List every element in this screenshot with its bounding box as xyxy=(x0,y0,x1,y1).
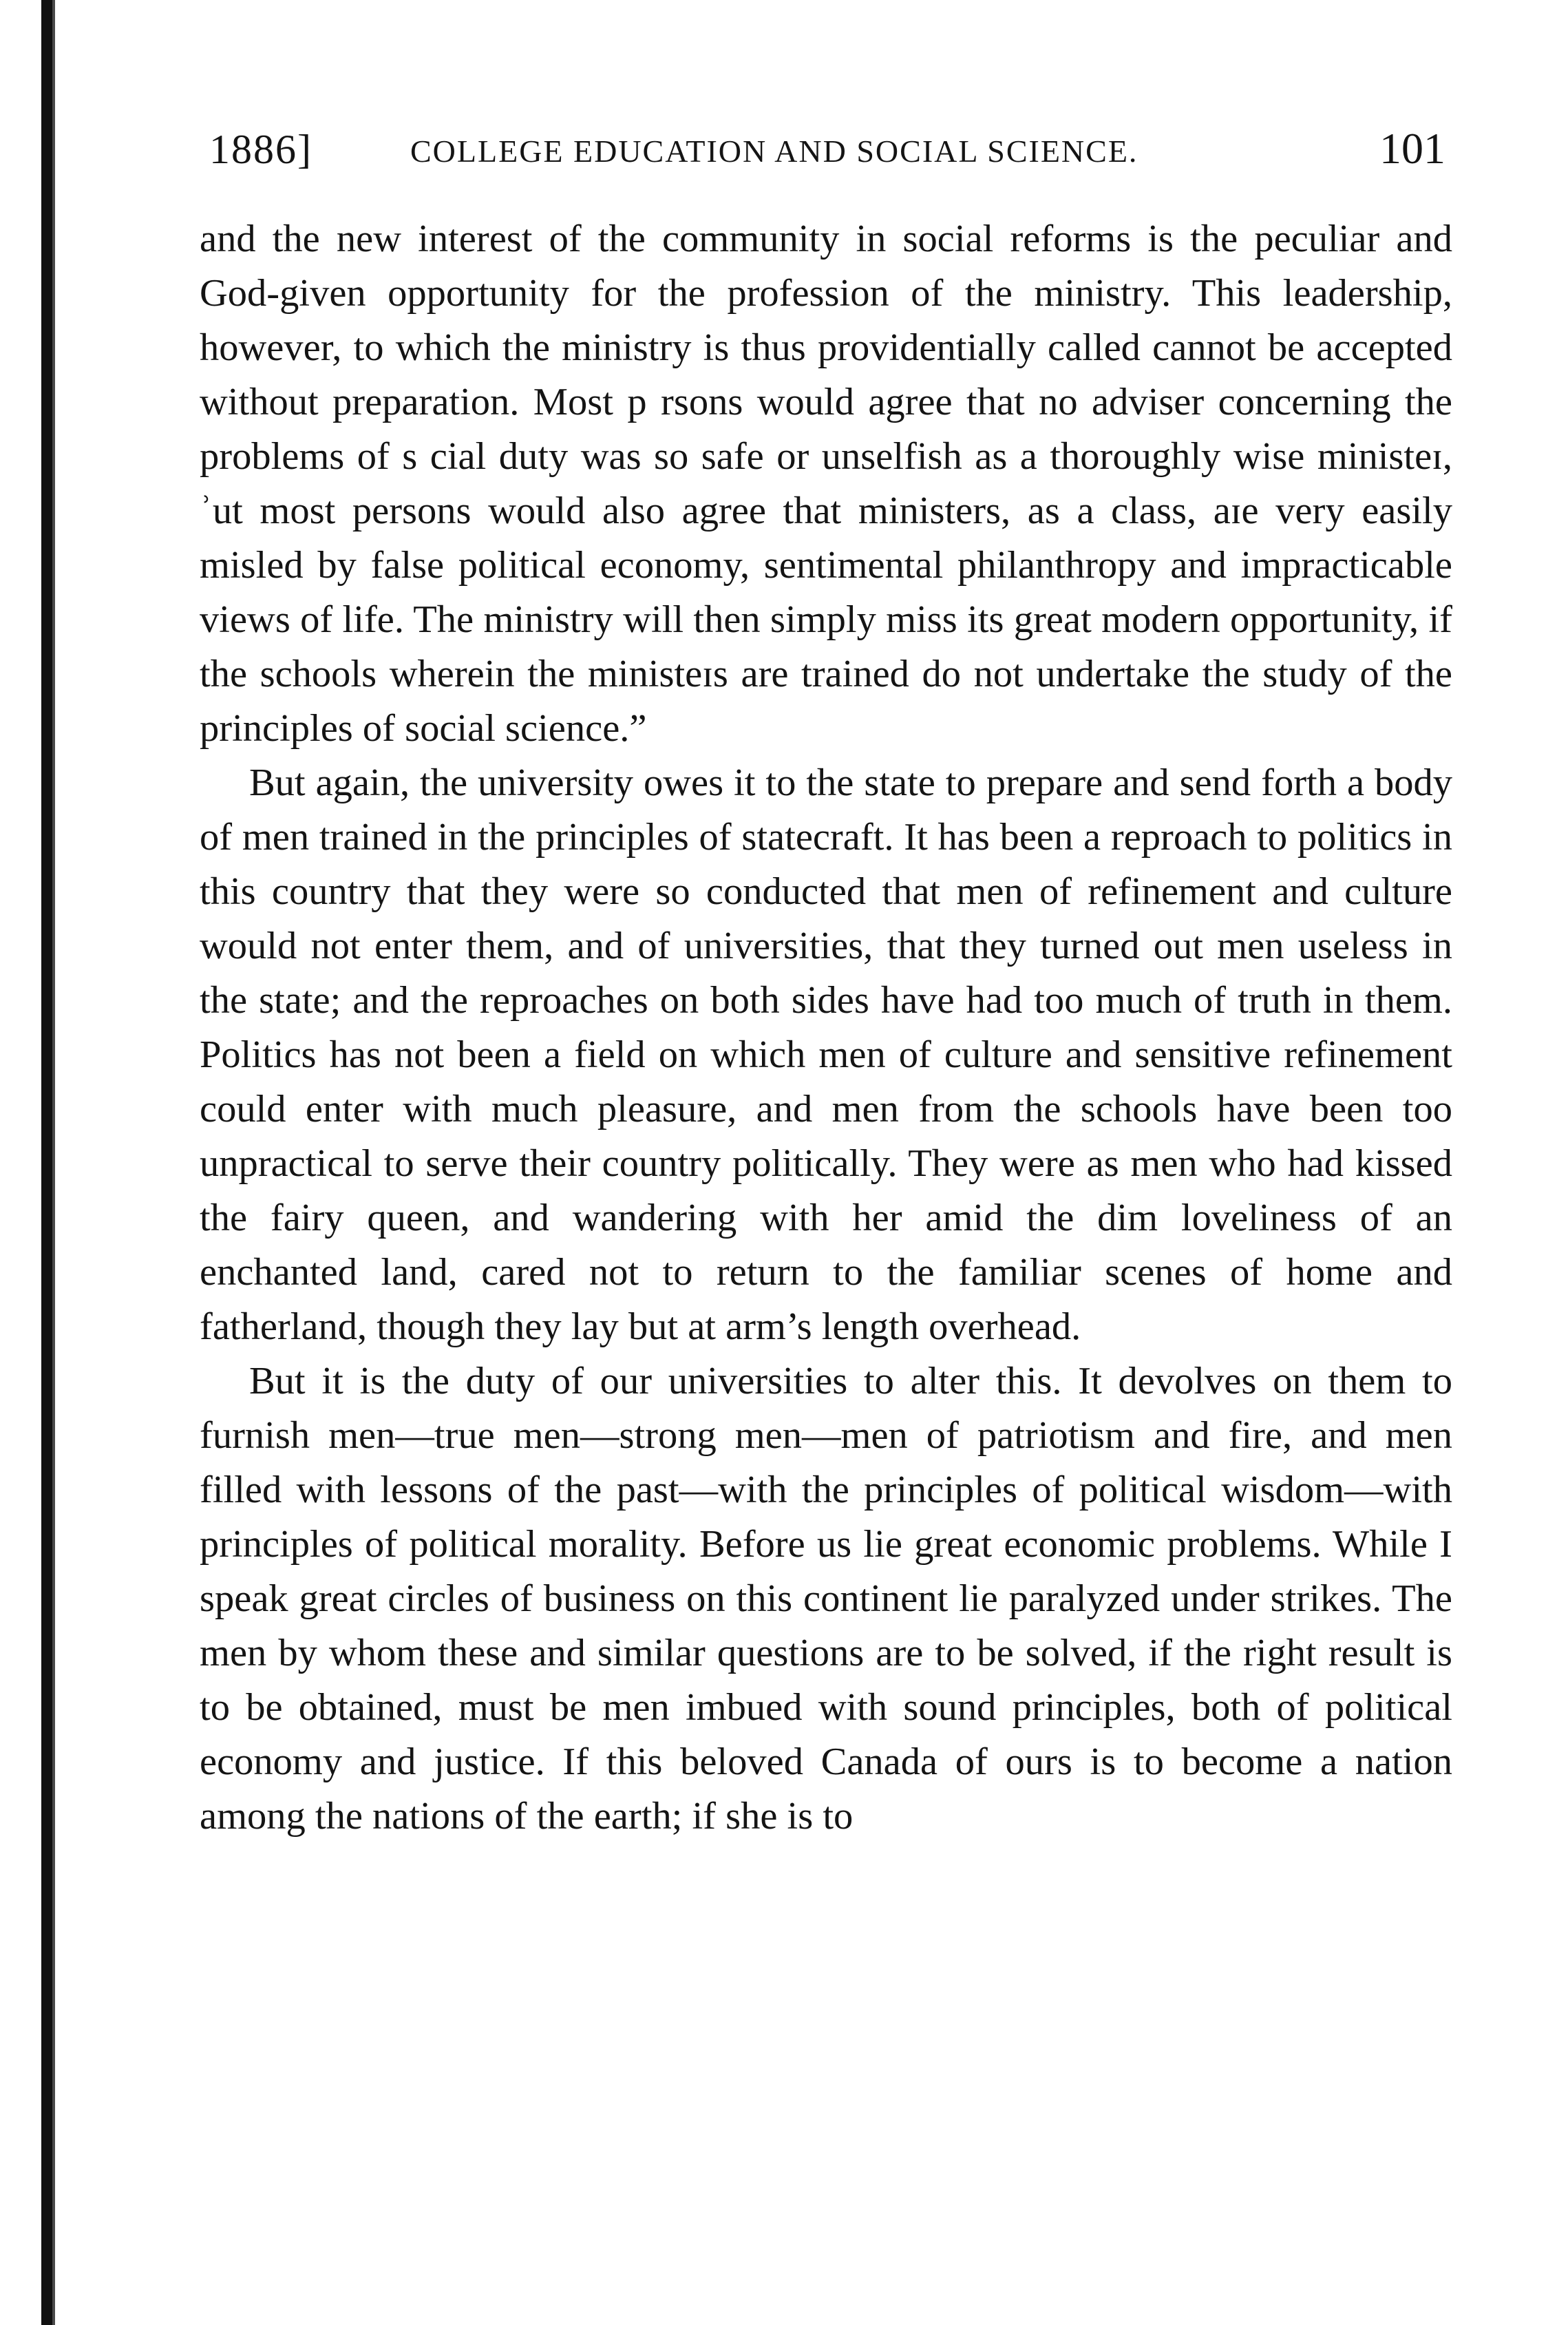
paragraph: But it is the duty of our universities to alter this. It devolves on them to furnish men—true men—strong men—men of patriotism and fire, and men filled with lessons of the past—with the principles of political wisdom—with principles of political morality. Before us lie great economic problems. While I speak great circles of business on this continent lie paralyzed under strikes. The men by whom these and similar questions are to be solved, if the right result is to be obtained, must be men imbued with sound principles, both of political economy and justice. If this beloved Canada of ours is to become a nation among the nations of the earth; if she is to xyxy=(200,1360,1452,1838)
page-binding-shadow xyxy=(52,0,55,2325)
page-body xyxy=(200,212,1452,1844)
header-year: 1886] xyxy=(209,127,312,172)
running-header xyxy=(200,120,1445,196)
paragraph: But again, the university owes it to the state to prepare and send forth a body of men trained in the principles of statecraft. It has been a reproach to politics in this country that they were so conducted that men of refinement and culture would not enter them, and of universities, that they turned out men useless in the state; and the reproaches on both sides have had too much of truth in them. Politics has not been a field on which men of culture and sensitive refinement could enter with much pleasure, and men from the schools have been too unpractical to serve their country politically. They were as men who had kissed the fairy queen, and wandering with her amid the dim loveliness of an enchanted land, cared not to return to the familiar scenes of home and fatherland, though they lay but at arm’s length overhead. xyxy=(200,761,1452,1348)
header-running-title: COLLEGE EDUCATION AND SOCIAL SCIENCE. xyxy=(410,134,1138,169)
paragraph-continued: and the new interest of the community in social reforms is the peculiar and God-given opportunity for the profession of the ministry. This leadership, however, to which the ministry is thus providentially called cannot be accepted without preparation. Most p rsons would agree that no adviser concerning the problems of s cial duty was so safe or unselfish as a thoroughly wise ministeɪ, ʾut most persons would also agree that ministers, as a class, aɪe very easily misled by false political economy, sentimental philanthropy and impracticable views of life. The ministry will then simply miss its great modern opportunity, if the schools wherein the ministeɪs are trained do not undertake the study of the principles of social science.” xyxy=(200,218,1452,750)
page-number: 101 xyxy=(1379,124,1445,173)
page-binding-edge xyxy=(41,0,52,2325)
